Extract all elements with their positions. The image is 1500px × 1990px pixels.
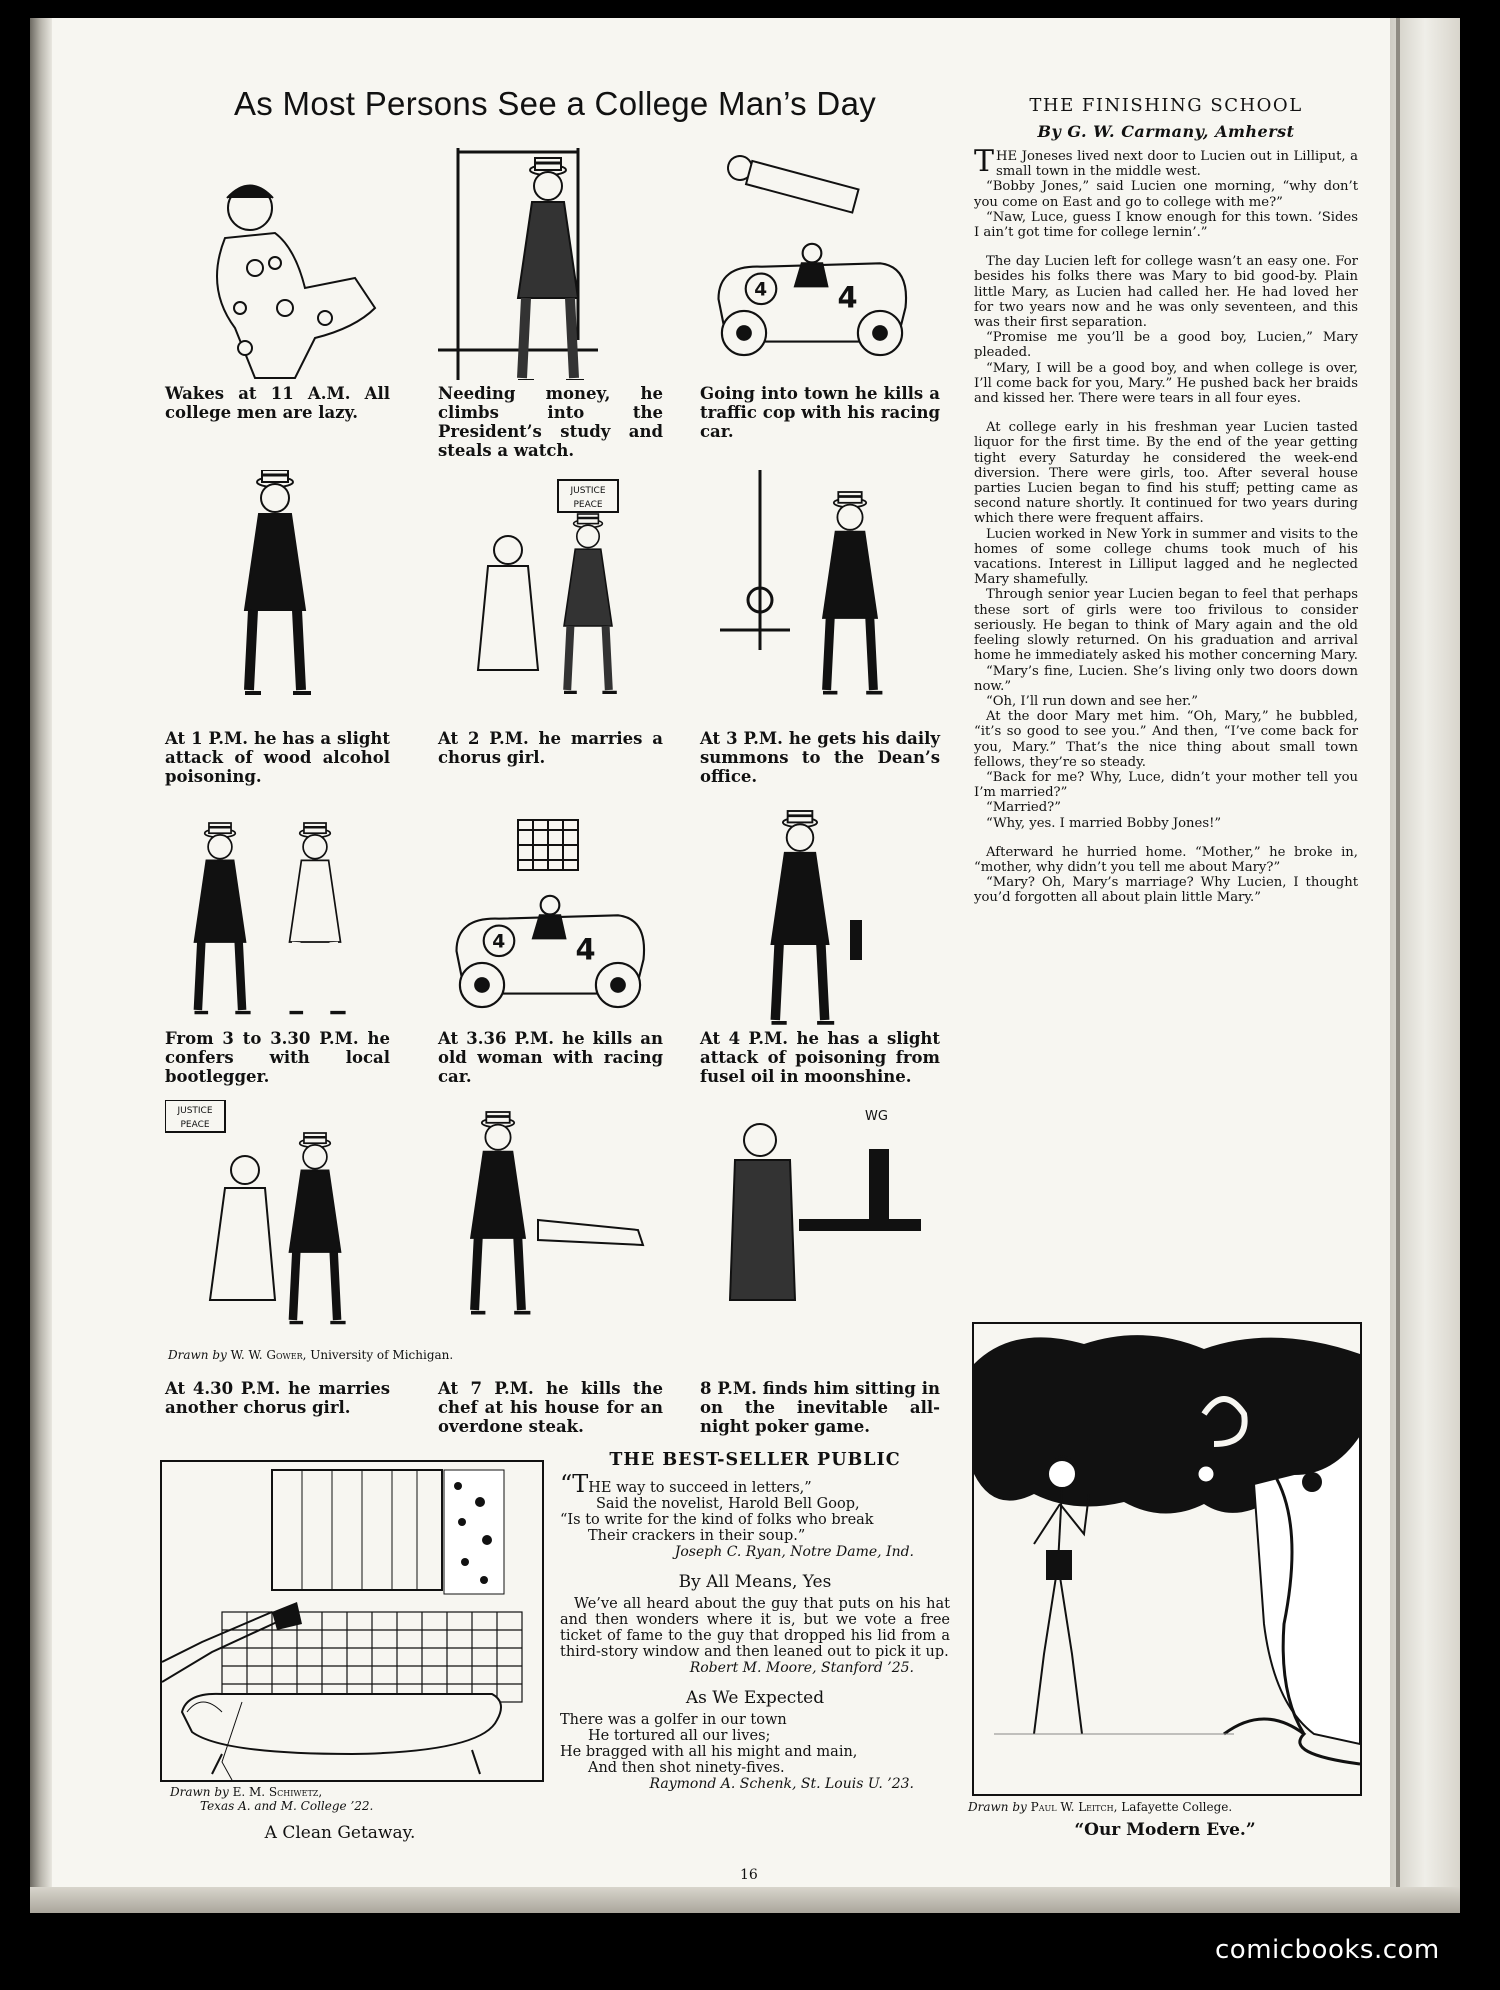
eve-under-tree-drawing	[974, 1324, 1360, 1794]
svg-text:4: 4	[575, 932, 596, 967]
story-paragraph: “Married?”	[986, 800, 1061, 816]
allmeans-text: We’ve all heard about the guy that puts on his hat and then wonders where it is, but we vote a free ticket of fame to the guy that dropped his lid from a third-story window and then leaned out to pick it up.	[560, 1596, 950, 1660]
svg-text:4: 4	[754, 279, 768, 301]
chef-shooting-illustration	[438, 1100, 668, 1330]
comic-panel	[438, 810, 668, 1042]
short-pieces-column	[560, 1450, 950, 1792]
expected-poem: There was a golfer in our town He tortured all our lives; He bragged with all his might and main, And then shot ninety-fives. Raymond A. Schenk, St. Louis U. ’23.	[560, 1712, 950, 1792]
window-climber-illustration	[438, 148, 668, 380]
getaway-title: A Clean Getaway.	[264, 1823, 416, 1843]
svg-text:JUSTICE: JUSTICE	[177, 1106, 213, 1116]
comic-panel	[165, 470, 395, 770]
panel-caption: From 3 to 3.30 P.M. he confers with local bootlegger.	[165, 1029, 390, 1086]
poker-game-illustration	[700, 1100, 930, 1330]
story-paragraph: “Mary, I will be a good boy, and when college is over, I’ll come back for you, Mary.” He pushed back her braids and kissed her. There were tears in all four eyes.	[974, 360, 1358, 407]
comic-panel	[438, 470, 668, 770]
story-paragraph: “Back for me? Why, Luce, didn’t your mother tell you I’m married?”	[974, 769, 1358, 801]
svg-text:JUSTICE: JUSTICE	[570, 486, 606, 496]
panel-caption: At 7 P.M. he kills the chef at his house for an overdone steak.	[438, 1379, 663, 1436]
story-heading: THE FINISHING SCHOOL	[1029, 95, 1303, 116]
book-binding	[30, 18, 52, 1913]
eve-title: “Our Modern Eve.”	[1074, 1820, 1256, 1840]
comic-panel	[438, 148, 668, 380]
panel-caption: 8 P.M. finds him sitting in on the inevitable all-night poker game.	[700, 1379, 940, 1436]
panel-caption: At 3 P.M. he gets his daily summons to the Dean’s office.	[700, 729, 940, 786]
story-paragraph: “Bobby Jones,” said Lucien one morning, “why don’t you come on East and go to college with me?”	[974, 179, 1358, 210]
lazy-sleeper-illustration	[165, 168, 395, 400]
story-paragraph: Afterward he hurried home. “Mother,” he broke in, “mother, why didn’t you tell me about Mary?”	[974, 844, 1358, 875]
racing-car-cop-illustration	[700, 148, 930, 380]
credit-prefix: Drawn by	[168, 1348, 227, 1362]
story-paragraph: THE Joneses lived next door to Lucien out in Lilliput, a small town in the middle west.	[974, 144, 1358, 180]
story-paragraph: The day Lucien left for college wasn’t an easy one. For besides his folks there was Mary to bid good-by. Plain little Mary, as Lucien had called her. He had loved her for two years now and he was only seventeen, and this was their first separation.	[974, 254, 1358, 331]
justice-couple-illustration	[438, 470, 668, 770]
bathroom-escape-drawing	[162, 1462, 542, 1780]
bottle-drinker-illustration	[700, 810, 930, 1042]
finishing-school-story	[974, 95, 1358, 906]
allmeans-attribution: Robert M. Moore, Stanford ’25.	[689, 1660, 914, 1676]
expected-heading: As We Expected	[685, 1688, 825, 1708]
panel-caption: At 4 P.M. he has a slight attack of poisoning from fusel oil in moonshine.	[700, 1029, 940, 1086]
story-paragraph: “Promise me you’ll be a good boy, Lucien,” Mary pleaded.	[974, 330, 1358, 361]
second-marriage-illustration	[165, 1100, 395, 1330]
eve-credit: Drawn by Paul W. Leitch, Lafayette College.	[968, 1800, 1233, 1814]
story-paragraph: “Oh, I’ll run down and see her.”	[986, 693, 1198, 709]
bestseller-poem: “THE way to succeed in letters,” Said the novelist, Harold Bell Goop, “Is to write for the kind of folks who break Their crackers in their soup.” Joseph C. Ryan, Notre Dame, Ind.	[560, 1476, 950, 1560]
panel-caption: At 3.36 P.M. he kills an old woman with racing car.	[438, 1029, 663, 1086]
next-page-edge	[1390, 18, 1460, 1913]
panel-caption: Going into town he kills a traffic cop with his racing car.	[700, 384, 940, 441]
credit-name: W. W. Gower	[230, 1348, 303, 1362]
comic-panel	[165, 168, 395, 400]
allmeans-heading: By All Means, Yes	[678, 1572, 832, 1592]
comic-panel	[700, 470, 930, 770]
story-paragraph: “Why, yes. I married Bobby Jones!”	[986, 815, 1222, 831]
svg-text:PEACE: PEACE	[573, 500, 603, 510]
panel-caption: Wakes at 11 A.M. All college men are lazy.	[165, 384, 390, 422]
comic-panel	[165, 1100, 395, 1330]
main-artist-credit	[168, 1348, 453, 1362]
credit-affiliation: , University of Michigan.	[302, 1348, 454, 1362]
page-bottom-edge	[30, 1887, 1460, 1913]
svg-text:WG: WG	[865, 1109, 888, 1124]
story-paragraph: At the door Mary met him. “Oh, Mary,” he bubbled, “it’s so good to see you.” And then, “I’ve come back for you, Mary.” That’s the nice thing about small town fellows, they’re so steady.	[974, 709, 1358, 770]
story-byline: By G. W. Carmany, Amherst	[1037, 122, 1295, 141]
panel-caption: At 4.30 P.M. he marries another chorus girl.	[165, 1379, 390, 1417]
modern-eve-illustration	[972, 1322, 1362, 1796]
page-title: As Most Persons See a College Man’s Day	[233, 85, 877, 122]
story-paragraph: At college early in his freshman year Lucien tasted liquor for the first time. By the end of the year getting tight every Saturday he considered the week-end diversion. There were girls, too. After several house parties Lucien began to find his stuff; petting came as second nature shortly. It continued for two years during which there were frequent affairs.	[974, 420, 1358, 527]
clean-getaway-illustration	[160, 1460, 544, 1782]
comic-panel	[438, 1100, 668, 1330]
bootlegger-illustration	[165, 810, 395, 1042]
svg-text:4: 4	[837, 280, 858, 315]
story-paragraph: “Naw, Luce, guess I know enough for this town. ’Sides I ain’t got time for college lernin’.”	[974, 209, 1358, 241]
svg-text:PEACE: PEACE	[180, 1120, 210, 1130]
bestseller-attribution: Joseph C. Ryan, Notre Dame, Ind.	[674, 1544, 914, 1560]
story-paragraph: Lucien worked in New York in summer and visits to the homes of some college chums took much of his vacations. Interest in Lilliput lagged and he neglected Mary shamefully.	[974, 526, 1358, 588]
story-paragraph: “Mary? Oh, Mary’s marriage? Why Lucien, I thought you’d forgotten all about plain little Mary.”	[974, 875, 1358, 906]
racing-car-woman-illustration	[438, 810, 668, 1042]
panel-caption: At 1 P.M. he has a slight attack of wood alcohol poisoning.	[165, 729, 390, 786]
story-paragraph: “Mary’s fine, Lucien. She’s living only two doors down now.”	[974, 663, 1358, 694]
panel-caption: Needing money, he climbs into the President’s study and steals a watch.	[438, 384, 663, 460]
getaway-credit: Drawn by E. M. Schiwetz, Texas A. and M. College ’22.	[170, 1785, 374, 1813]
bestseller-heading: THE BEST-SELLER PUBLIC	[609, 1450, 901, 1470]
svg-text:4: 4	[492, 931, 506, 953]
comic-panel	[700, 1100, 930, 1330]
drop-cap: T	[974, 144, 995, 179]
panel-caption: At 2 P.M. he marries a chorus girl.	[438, 729, 663, 767]
comic-panel	[165, 810, 395, 1042]
page-number: 16	[740, 1867, 758, 1883]
comic-panel	[700, 810, 930, 1042]
story-paragraph: Through senior year Lucien began to feel that perhaps these sort of girls were too frivilous to consider seriously. He began to think of Mary again and the old feeling slowly returned. On his graduation and arrival home he immediately asked his mother concerning Mary.	[974, 587, 1358, 664]
comic-panel	[700, 148, 930, 380]
expected-attribution: Raymond A. Schenk, St. Louis U. ’23.	[649, 1776, 914, 1792]
deans-office-illustration	[700, 470, 930, 770]
drinking-man-illustration	[165, 470, 395, 770]
watermark: comicbooks.com	[1215, 1935, 1440, 1965]
